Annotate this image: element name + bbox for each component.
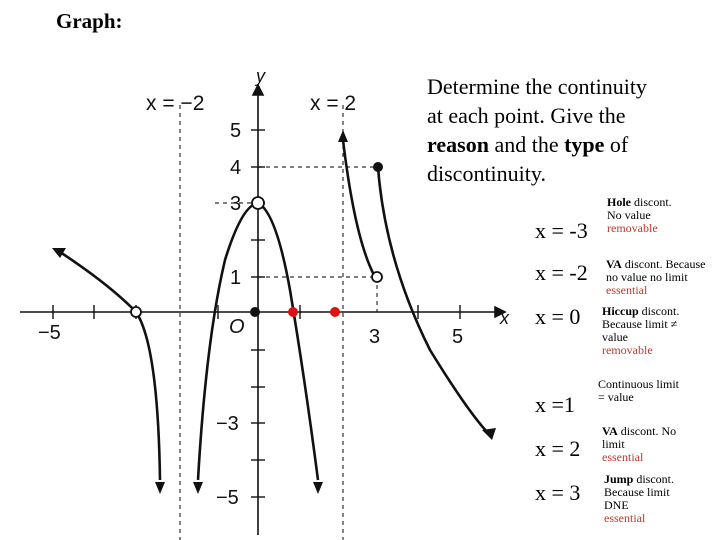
instruction-line-1: Determine the continuity <box>427 74 647 99</box>
hole-point-x-neg3 <box>131 307 141 317</box>
red-point-1 <box>288 307 298 317</box>
point-label-x3: x = 3 <box>535 480 581 505</box>
instruction-line-3 <box>427 130 707 159</box>
asymptote-left-label: x = −2 <box>146 92 205 115</box>
x-tick-label-neg5: −5 <box>38 322 61 344</box>
note-x2: VA discont. No limit essential <box>602 424 677 464</box>
curve-middle-left-branch <box>198 203 258 480</box>
y-tick-label-neg3: −3 <box>216 413 239 435</box>
filled-point-origin <box>250 307 260 317</box>
origin-label: O <box>229 316 245 338</box>
type-word: type <box>564 132 605 157</box>
note-x1: Continuous limit = value <box>598 377 680 404</box>
note-xneg2: VA discont. Because no value no limit essential <box>606 257 706 297</box>
y-tick-label-4: 4 <box>230 157 242 179</box>
x-tick-label-3: 3 <box>369 326 381 348</box>
open-point-x3-y1 <box>372 272 382 282</box>
y-axis-label: y <box>256 66 265 86</box>
curve-left-branch <box>60 252 160 480</box>
note-x3: Jump discont. Because limit DNE essential <box>604 472 675 525</box>
asymptote-right-label: x = 2 <box>310 92 357 115</box>
y-axis-arrow <box>253 85 263 95</box>
note-xneg3: Hole discont. No value removable <box>607 195 672 235</box>
page-heading: Graph: <box>56 9 123 33</box>
point-label-x0: x = 0 <box>535 304 581 329</box>
y-tick-label-3: 3 <box>230 193 242 215</box>
open-point-peak <box>252 197 264 209</box>
instruction-text <box>427 72 707 188</box>
point-label-x2: x = 2 <box>535 436 581 461</box>
curve-right-lower-branch <box>378 167 490 435</box>
curve-right-upper-branch <box>343 140 375 277</box>
instruction-line-4: discontinuity. <box>427 161 546 186</box>
y-tick-label-5: 5 <box>230 120 242 142</box>
point-label-xneg3: x = -3 <box>535 218 588 243</box>
of-word: of <box>609 132 629 157</box>
y-tick-label-neg5: −5 <box>216 487 239 509</box>
y-tick-label-1: 1 <box>230 267 242 289</box>
and-the-words: and the <box>494 132 559 157</box>
red-point-2 <box>330 307 340 317</box>
x-axis-label: x <box>500 308 509 328</box>
reason-word: reason <box>427 132 489 157</box>
point-label-xneg2: x = -2 <box>535 260 588 285</box>
filled-point-x3-y4 <box>373 162 383 172</box>
instruction-line-2: at each point. Give the <box>427 103 626 128</box>
x-tick-label-5: 5 <box>452 326 464 348</box>
curve-middle-right-branch <box>258 203 318 480</box>
note-x0: Hiccup discont. Because limit ≠ value removable <box>602 304 680 357</box>
point-label-x1: x =1 <box>535 392 575 417</box>
